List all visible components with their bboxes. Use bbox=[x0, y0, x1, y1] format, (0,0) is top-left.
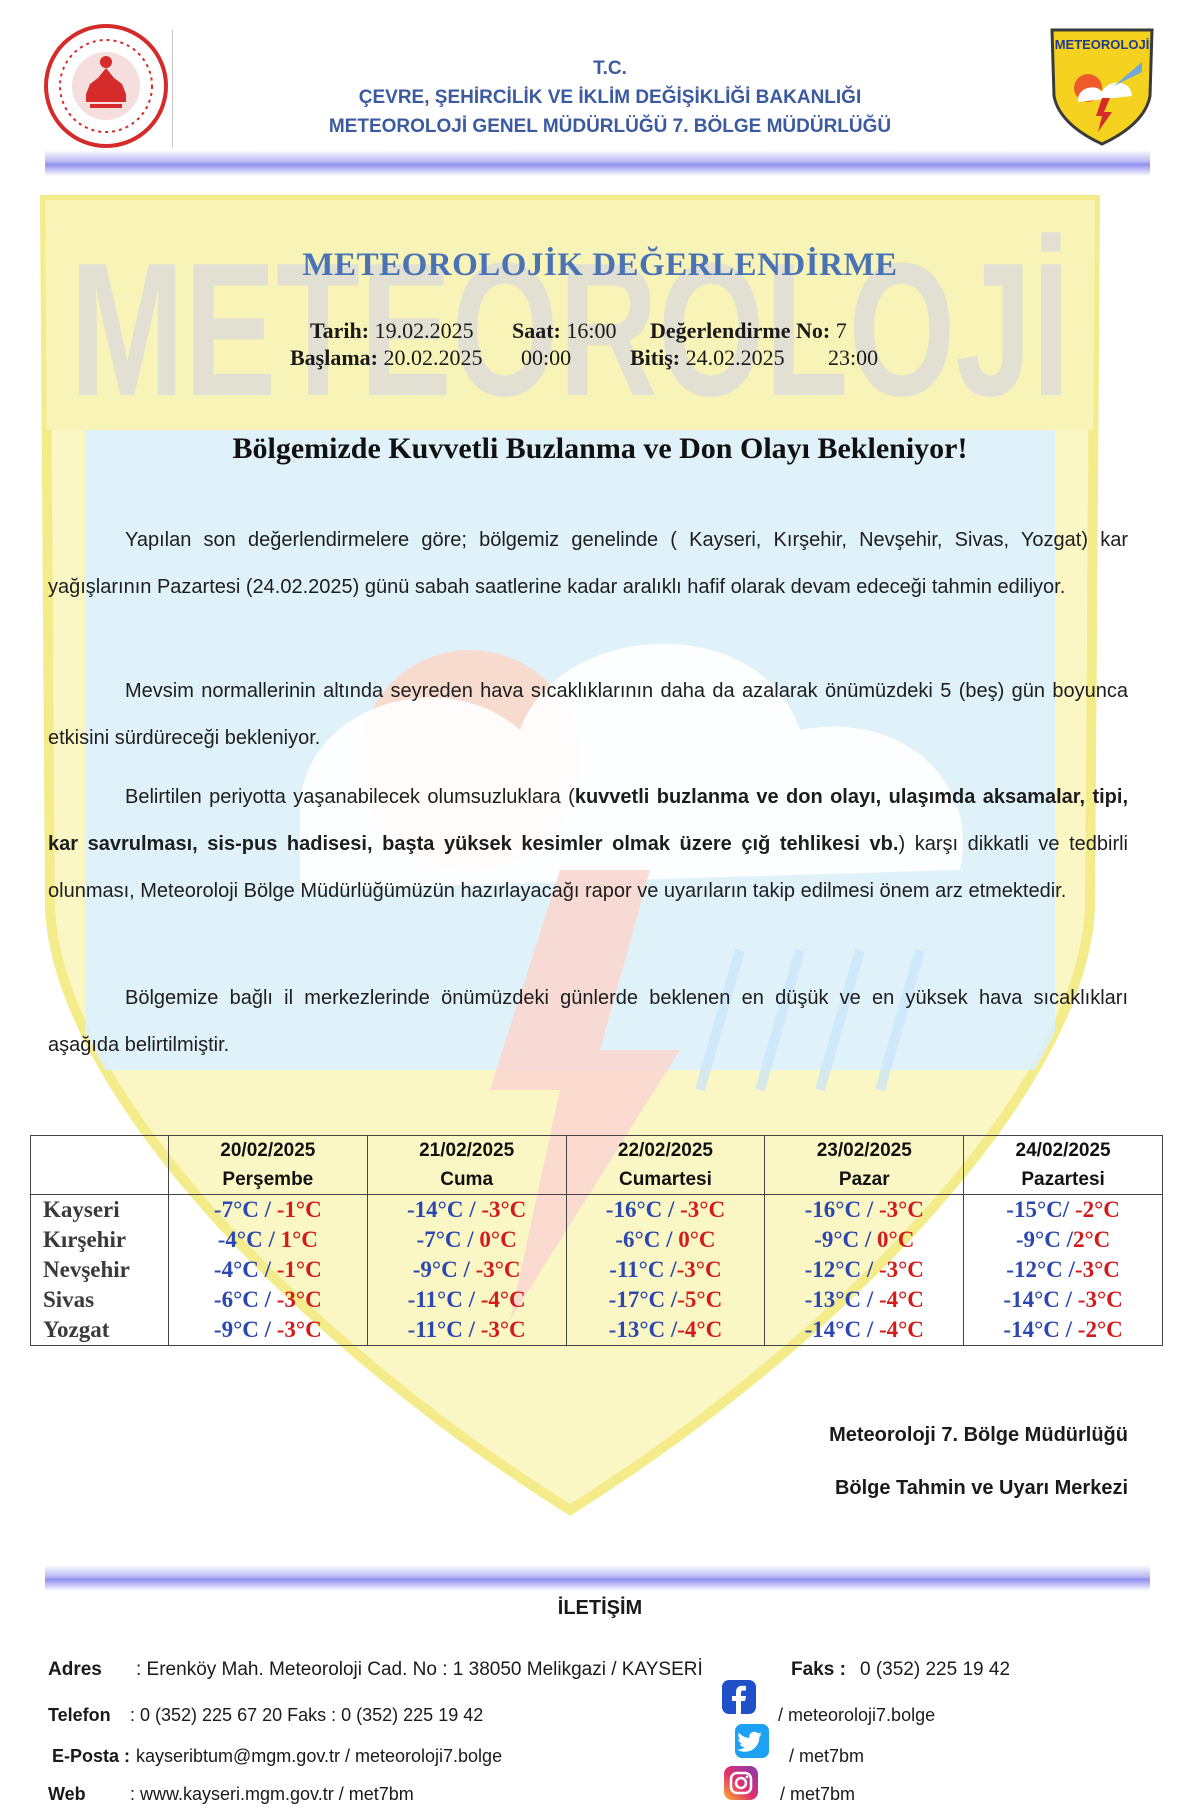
twitter-icon[interactable] bbox=[735, 1724, 769, 1758]
paragraph-1 bbox=[48, 517, 1128, 611]
document-title: METEOROLOJİK DEĞERLENDİRME bbox=[302, 247, 898, 283]
signature-center: Bölge Tahmin ve Uyarı Merkezi bbox=[834, 1477, 1128, 1499]
temp-cell bbox=[566, 1255, 765, 1285]
min-temp: -11°C bbox=[609, 1257, 665, 1282]
bitis-time: 23:00 bbox=[828, 345, 879, 370]
web-label: Web bbox=[48, 1784, 86, 1804]
temp-cell bbox=[566, 1195, 765, 1226]
day-name: Cuma bbox=[440, 1169, 494, 1190]
city-cell: Yozgat bbox=[31, 1315, 169, 1346]
header-separator-bar bbox=[45, 150, 1150, 176]
temp-cell bbox=[168, 1285, 367, 1315]
temp-cell bbox=[765, 1225, 964, 1255]
temp-separator: / bbox=[665, 1287, 678, 1312]
temp-cell bbox=[168, 1315, 367, 1346]
bitis-row bbox=[630, 345, 785, 371]
max-temp: -3°C bbox=[878, 1197, 924, 1222]
day-name: Pazar bbox=[838, 1169, 890, 1190]
table-row bbox=[31, 1315, 1163, 1346]
instagram-handle[interactable]: / met7bm bbox=[780, 1784, 856, 1804]
web-value[interactable]: : www.kayseri.mgm.gov.tr / met7bm bbox=[130, 1784, 414, 1804]
min-temp: -15°C bbox=[1006, 1197, 1063, 1222]
max-temp: 0°C bbox=[877, 1227, 915, 1252]
paragraph-3-bold: kuvvetli buzlanma ve don olayı, ulaşımda aksamalar, tipi, kar savrulması, sis-pus hadisesi, başta yüksek kesimler olmak üzere çığ tehlikesi vb. bbox=[48, 786, 1128, 855]
temp-separator: / bbox=[861, 1197, 879, 1222]
instagram-icon[interactable] bbox=[724, 1766, 758, 1800]
max-temp: -3°C bbox=[1077, 1287, 1123, 1312]
twitter-handle[interactable]: / met7bm bbox=[789, 1746, 865, 1766]
header-line-ministry: ÇEVRE, ŞEHİRCİLİK VE İKLİM DEĞİŞİKLİĞİ BAKANLIĞI bbox=[358, 87, 862, 108]
paragraph-4-text: Bölgemize bağlı il merkezlerinde önümüzdeki günlerde beklenen en düşük ve en yüksek hava sıcaklıkları aşağıda belirtilmiştir. bbox=[48, 987, 1128, 1056]
day-date: 21/02/2025 bbox=[419, 1140, 515, 1161]
max-temp: -3°C bbox=[878, 1257, 924, 1282]
tarih-row bbox=[310, 318, 474, 344]
meteoroloji-shield-logo bbox=[1048, 26, 1156, 146]
day-date: 22/02/2025 bbox=[617, 1140, 713, 1161]
day-date: 23/02/2025 bbox=[816, 1140, 912, 1161]
temp-separator: / bbox=[1062, 1257, 1075, 1282]
paragraph-3 bbox=[48, 774, 1128, 915]
max-temp: -3°C bbox=[480, 1317, 526, 1342]
temp-cell bbox=[367, 1255, 566, 1285]
temp-separator: / bbox=[258, 1317, 277, 1342]
ministry-seal-logo bbox=[42, 22, 170, 150]
temp-separator: / bbox=[861, 1287, 879, 1312]
max-temp: -3°C bbox=[676, 1257, 722, 1282]
bitis-label: Bitiş: bbox=[630, 345, 681, 370]
eposta-value[interactable]: kayseribtum@mgm.gov.tr / meteoroloji7.bolge bbox=[136, 1746, 503, 1766]
facebook-handle[interactable]: / meteoroloji7.bolge bbox=[778, 1705, 936, 1725]
temp-cell bbox=[964, 1315, 1163, 1346]
city-cell: Sivas bbox=[31, 1285, 169, 1315]
max-temp: -4°C bbox=[878, 1287, 924, 1312]
day-header bbox=[566, 1136, 765, 1195]
baslama-time: 00:00 bbox=[521, 345, 572, 370]
min-temp: -4°C bbox=[217, 1227, 263, 1252]
tarih-label: Tarih: bbox=[310, 318, 370, 343]
temp-cell bbox=[566, 1225, 765, 1255]
min-temp: -13°C bbox=[804, 1287, 862, 1312]
temp-separator: / bbox=[660, 1227, 679, 1252]
temp-cell bbox=[566, 1315, 765, 1346]
max-temp: -3°C bbox=[680, 1197, 726, 1222]
min-temp: -11°C bbox=[407, 1287, 463, 1312]
temp-separator: / bbox=[462, 1287, 481, 1312]
temperature-table bbox=[30, 1135, 1163, 1346]
min-temp: -4°C bbox=[213, 1257, 259, 1282]
max-temp: 2°C bbox=[1072, 1227, 1111, 1252]
temp-separator: / bbox=[461, 1227, 480, 1252]
temp-separator: / bbox=[1062, 1197, 1075, 1222]
temp-cell bbox=[367, 1195, 566, 1226]
min-temp: -14°C bbox=[406, 1197, 464, 1222]
day-header bbox=[765, 1136, 964, 1195]
temp-cell bbox=[765, 1315, 964, 1346]
min-temp: -9°C bbox=[1015, 1227, 1061, 1252]
day-name: Pazartesi bbox=[1021, 1169, 1105, 1190]
max-temp: -4°C bbox=[480, 1287, 526, 1312]
min-temp: -12°C bbox=[1006, 1257, 1063, 1282]
max-temp: -1°C bbox=[276, 1197, 322, 1222]
temp-cell bbox=[168, 1225, 367, 1255]
temp-cell bbox=[765, 1255, 964, 1285]
logo-text: METEOROLOJİ bbox=[1054, 37, 1150, 52]
day-name: Cumartesi bbox=[618, 1169, 712, 1190]
faks-value: 0 (352) 225 19 42 bbox=[860, 1659, 1011, 1680]
temp-separator: / bbox=[462, 1317, 481, 1342]
paragraph-3-text-c: ) karşı dikkatli ve tedbirli olunması, Meteoroloji Bölge Müdürlüğümüzün hazırlayacağı rapor ve uyarıların takip edilmesi önem arz etmektedir. bbox=[48, 833, 1129, 902]
temp-cell bbox=[964, 1285, 1163, 1315]
city-cell: Kayseri bbox=[31, 1195, 169, 1226]
adres-label: Adres bbox=[48, 1659, 102, 1680]
max-temp: -3°C bbox=[481, 1197, 527, 1222]
temp-separator: / bbox=[861, 1257, 879, 1282]
max-temp: -3°C bbox=[276, 1317, 322, 1342]
max-temp: 1°C bbox=[280, 1227, 318, 1252]
watermark-text: METEOROLOJİ bbox=[70, 224, 1070, 436]
header-divider bbox=[172, 30, 173, 148]
temp-separator: / bbox=[1060, 1227, 1073, 1252]
city-cell: Kırşehir bbox=[31, 1225, 169, 1255]
temp-cell bbox=[168, 1195, 367, 1226]
bitis-date: 24.02.2025 bbox=[685, 345, 785, 370]
telefon-value: : 0 (352) 225 67 20 Faks : 0 (352) 225 19 42 bbox=[130, 1705, 484, 1725]
paragraph-3-text-a: Belirtilen periyotta yaşanabilecek olumsuzluklara ( bbox=[125, 786, 575, 808]
temp-separator: / bbox=[262, 1227, 281, 1252]
signature-directorate: Meteoroloji 7. Bölge Müdürlüğü bbox=[829, 1424, 1128, 1446]
facebook-icon[interactable] bbox=[722, 1680, 756, 1714]
adres-value: : Erenköy Mah. Meteoroloji Cad. No : 1 38050 Melikgazi / KAYSERİ bbox=[136, 1659, 703, 1680]
max-temp: 0°C bbox=[479, 1227, 517, 1252]
min-temp: -12°C bbox=[804, 1257, 862, 1282]
max-temp: -4°C bbox=[878, 1317, 924, 1342]
day-name: Perşembe bbox=[222, 1169, 314, 1190]
min-temp: -9°C bbox=[412, 1257, 458, 1282]
baslama-date: 20.02.2025 bbox=[383, 345, 483, 370]
paragraph-2-text: Mevsim normallerinin altında seyreden hava sıcaklıklarının daha da azalarak önümüzdeki 5 (beş) gün boyunca etkisini sürdüreceği bekleniyor. bbox=[48, 680, 1128, 749]
table-header-row bbox=[31, 1136, 1163, 1195]
min-temp: -14°C bbox=[804, 1317, 862, 1342]
baslama-row bbox=[290, 345, 483, 371]
max-temp: -2°C bbox=[1074, 1197, 1120, 1222]
telefon-label: Telefon bbox=[48, 1705, 111, 1725]
max-temp: -3°C bbox=[276, 1287, 322, 1312]
headline: Bölgemizde Kuvvetli Buzlanma ve Don Olayı Bekleniyor! bbox=[232, 432, 968, 465]
temp-separator: / bbox=[665, 1317, 678, 1342]
temp-separator: / bbox=[258, 1257, 277, 1282]
temp-separator: / bbox=[463, 1197, 482, 1222]
table-row bbox=[31, 1255, 1163, 1285]
temp-cell bbox=[964, 1225, 1163, 1255]
temp-separator: / bbox=[664, 1257, 677, 1282]
max-temp: -2°C bbox=[1077, 1317, 1123, 1342]
temp-cell bbox=[765, 1195, 964, 1226]
temp-separator: / bbox=[859, 1227, 878, 1252]
temp-cell bbox=[964, 1195, 1163, 1226]
min-temp: -14°C bbox=[1003, 1287, 1060, 1312]
day-header bbox=[367, 1136, 566, 1195]
min-temp: -16°C bbox=[804, 1197, 862, 1222]
temp-separator: / bbox=[861, 1317, 879, 1342]
max-temp: -1°C bbox=[276, 1257, 322, 1282]
day-header bbox=[168, 1136, 367, 1195]
saat-row bbox=[512, 318, 617, 344]
temp-separator: / bbox=[1059, 1287, 1078, 1312]
min-temp: -6°C bbox=[615, 1227, 661, 1252]
temp-cell bbox=[367, 1285, 566, 1315]
degerlendirme-no-label: Değerlendirme No: bbox=[650, 318, 831, 343]
min-temp: -9°C bbox=[814, 1227, 860, 1252]
max-temp: -3°C bbox=[475, 1257, 521, 1282]
footer-separator-bar bbox=[45, 1565, 1150, 1591]
min-temp: -14°C bbox=[1003, 1317, 1060, 1342]
table-row bbox=[31, 1195, 1163, 1226]
min-temp: -13°C bbox=[608, 1317, 666, 1342]
temp-separator: / bbox=[662, 1197, 681, 1222]
temp-cell bbox=[367, 1225, 566, 1255]
header-line-tc: T.C. bbox=[593, 58, 627, 79]
baslama-label: Başlama: bbox=[290, 345, 378, 370]
eposta-label: E-Posta : bbox=[52, 1746, 131, 1766]
saat-value: 16:00 bbox=[566, 318, 617, 343]
temp-separator: / bbox=[258, 1197, 277, 1222]
min-temp: -6°C bbox=[213, 1287, 259, 1312]
min-temp: -17°C bbox=[608, 1287, 666, 1312]
table-row bbox=[31, 1225, 1163, 1255]
table-row bbox=[31, 1285, 1163, 1315]
saat-label: Saat: bbox=[512, 318, 561, 343]
max-temp: 0°C bbox=[678, 1227, 716, 1252]
min-temp: -7°C bbox=[416, 1227, 462, 1252]
day-date: 24/02/2025 bbox=[1015, 1140, 1111, 1161]
temp-cell bbox=[765, 1285, 964, 1315]
day-header bbox=[964, 1136, 1163, 1195]
min-temp: -9°C bbox=[213, 1317, 259, 1342]
degerlendirme-no-value: 7 bbox=[835, 318, 847, 343]
city-cell: Nevşehir bbox=[31, 1255, 169, 1285]
tarih-value: 19.02.2025 bbox=[374, 318, 474, 343]
temp-separator: / bbox=[1059, 1317, 1078, 1342]
temp-separator: / bbox=[258, 1287, 277, 1312]
min-temp: -11°C bbox=[407, 1317, 463, 1342]
max-temp: -5°C bbox=[677, 1287, 723, 1312]
paragraph-4 bbox=[48, 975, 1128, 1069]
paragraph-1-text: Yapılan son değerlendirmelere göre; bölgemiz genelinde ( Kayseri, Kırşehir, Nevşehir, Sivas, Yozgat) kar yağışlarının Pazartesi (24.02.2025) günü sabah saatlerine kadar aralıklı hafif olarak devam edeceği tahmin ediliyor. bbox=[48, 529, 1128, 598]
temp-cell bbox=[566, 1285, 765, 1315]
table-corner-cell bbox=[31, 1136, 169, 1195]
min-temp: -16°C bbox=[605, 1197, 663, 1222]
temp-cell bbox=[168, 1255, 367, 1285]
day-date: 20/02/2025 bbox=[220, 1140, 316, 1161]
faks-label: Faks : bbox=[791, 1659, 846, 1680]
max-temp: -3°C bbox=[1074, 1257, 1120, 1282]
header-line-directorate: METEOROLOJİ GENEL MÜDÜRLÜĞÜ 7. BÖLGE MÜDÜRLÜĞÜ bbox=[328, 116, 892, 137]
max-temp: -4°C bbox=[677, 1317, 723, 1342]
temp-cell bbox=[367, 1315, 566, 1346]
paragraph-2 bbox=[48, 668, 1128, 762]
temp-separator: / bbox=[457, 1257, 476, 1282]
contact-title: İLETİŞİM bbox=[557, 1597, 643, 1619]
temp-cell bbox=[964, 1255, 1163, 1285]
degerlendirme-no-row bbox=[650, 318, 847, 344]
min-temp: -7°C bbox=[213, 1197, 259, 1222]
